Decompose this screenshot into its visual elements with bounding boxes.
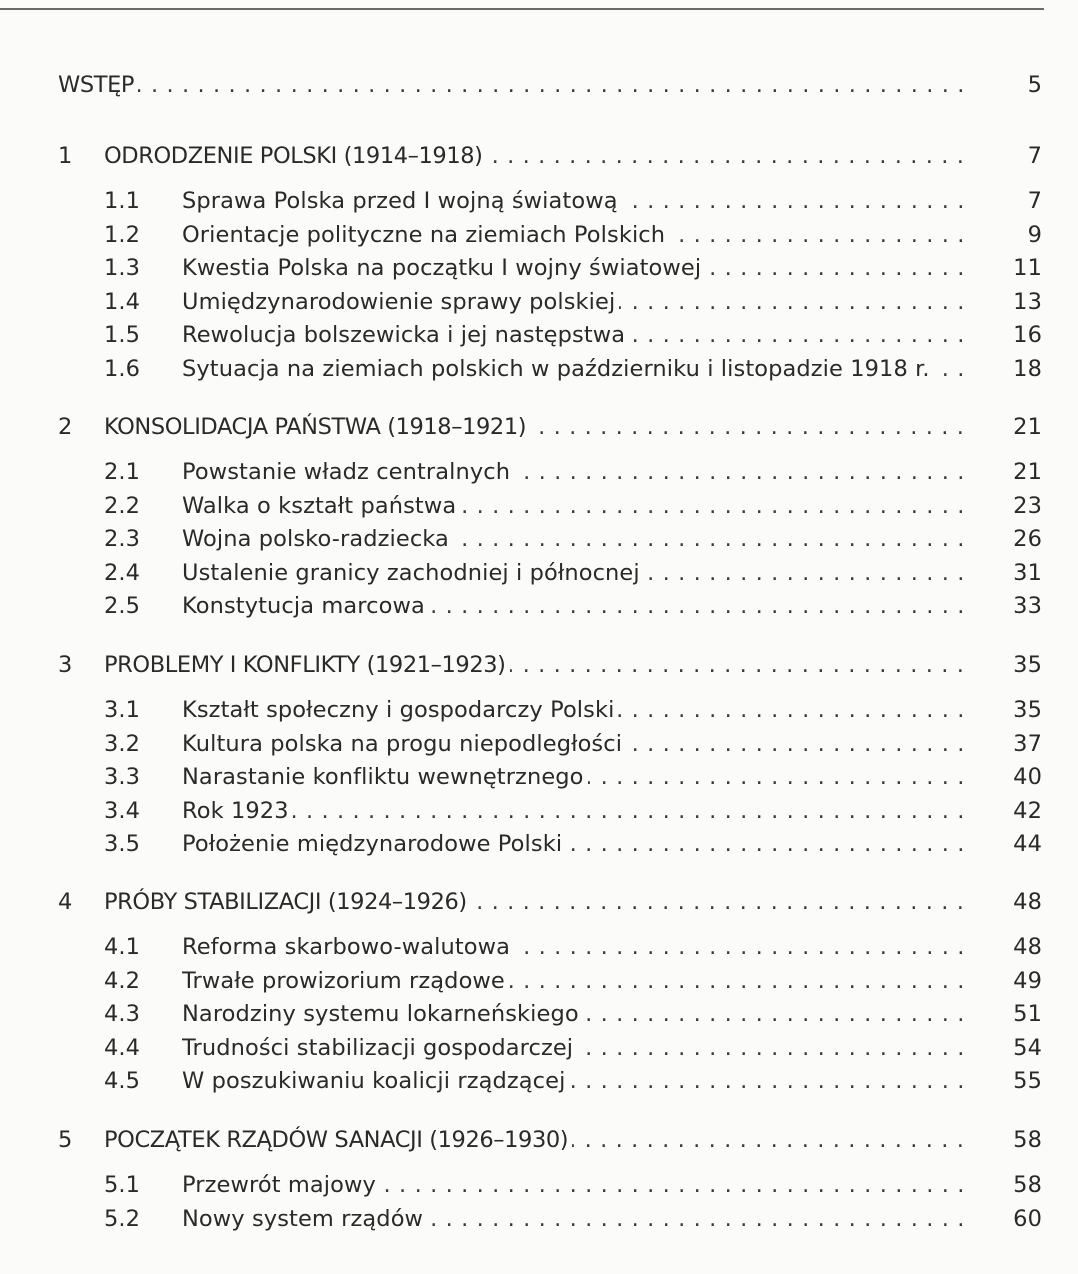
section-title-leader <box>182 318 965 352</box>
section-title: Kwestia Polska na początku I wojny światowej <box>182 255 705 281</box>
section-title-leader <box>182 693 965 727</box>
toc-section-2-5 <box>0 589 1042 623</box>
section-number: 3.1 <box>104 697 141 723</box>
section-page-number: 58 <box>1013 1172 1042 1198</box>
toc-section-4-4 <box>0 1031 1042 1065</box>
section-page-number: 7 <box>1027 188 1042 214</box>
section-number: 4.4 <box>104 1035 141 1061</box>
section-number: 1.3 <box>104 255 141 281</box>
toc-section-2-3 <box>0 522 1042 556</box>
section-number: 2.2 <box>104 493 141 519</box>
chapter-title: ODRODZENIE POLSKI (1914–1918) <box>104 143 487 169</box>
section-title: Ustalenie granicy zachodniej i północnej <box>182 560 644 586</box>
section-page-number: 60 <box>1013 1206 1042 1232</box>
section-title-leader <box>182 285 965 319</box>
section-page-number: 40 <box>1013 764 1042 790</box>
chapter-page-number: 58 <box>1013 1127 1042 1153</box>
toc-chapter-2 <box>0 410 1042 444</box>
section-page-number: 31 <box>1013 560 1042 586</box>
toc-section-4-2 <box>0 964 1042 998</box>
toc-chapter-5 <box>0 1123 1042 1157</box>
section-title: Umiędzynarodowienie sprawy polskiej <box>182 289 619 315</box>
section-title-leader <box>182 997 965 1031</box>
section-title-leader <box>182 1168 965 1202</box>
intro-title-leader <box>58 68 965 102</box>
section-page-number: 44 <box>1013 831 1042 857</box>
section-page-number: 37 <box>1013 731 1042 757</box>
section-number: 2.4 <box>104 560 141 586</box>
section-title: Narodziny systemu lokarneńskiego <box>182 1001 583 1027</box>
section-title-leader <box>182 1202 965 1236</box>
section-title-leader <box>182 522 965 556</box>
section-number: 2.5 <box>104 593 141 619</box>
toc-section-1-2 <box>0 218 1042 252</box>
section-page-number: 35 <box>1013 697 1042 723</box>
section-title: Rok 1923 <box>182 798 293 824</box>
section-page-number: 11 <box>1013 255 1042 281</box>
section-page-number: 16 <box>1013 322 1042 348</box>
toc-section-2-2 <box>0 489 1042 523</box>
chapter-title: KONSOLIDACJA PAŃSTWA (1918–1921) <box>104 414 530 440</box>
chapter-title-leader <box>104 1123 965 1157</box>
section-title: Trwałe prowizorium rządowe <box>182 968 509 994</box>
chapter-title: PRÓBY STABILIZACJI (1924–1926) <box>104 889 471 915</box>
toc-section-5-1 <box>0 1168 1042 1202</box>
section-title-leader <box>182 727 965 761</box>
section-title-leader <box>182 352 965 386</box>
chapter-title-leader <box>104 885 965 919</box>
intro-title: WSTĘP <box>58 72 138 98</box>
section-title-leader <box>182 760 965 794</box>
toc-section-1-3 <box>0 251 1042 285</box>
section-page-number: 26 <box>1013 526 1042 552</box>
section-page-number: 23 <box>1013 493 1042 519</box>
chapter-page-number: 7 <box>1027 143 1042 169</box>
section-number: 4.5 <box>104 1068 141 1094</box>
toc-section-1-1 <box>0 184 1042 218</box>
section-page-number: 13 <box>1013 289 1042 315</box>
chapter-title: PROBLEMY I KONFLIKTY (1921–1923) <box>104 652 510 678</box>
toc-section-1-4 <box>0 285 1042 319</box>
toc-section-1-5 <box>0 318 1042 352</box>
section-title: Sytuacja na ziemiach polskich w październiku i listopadzie 1918 r. <box>182 356 934 382</box>
toc-chapter-3 <box>0 648 1042 682</box>
chapter-title-leader <box>104 410 965 444</box>
section-title-leader <box>182 251 965 285</box>
section-number: 1.1 <box>104 188 141 214</box>
toc-section-4-5 <box>0 1064 1042 1098</box>
section-title: Konstytucja marcowa <box>182 593 429 619</box>
section-page-number: 33 <box>1013 593 1042 619</box>
section-title-leader <box>182 556 965 590</box>
chapter-number: 4 <box>58 889 73 915</box>
section-page-number: 48 <box>1013 934 1042 960</box>
section-title-leader <box>182 589 965 623</box>
section-page-number: 21 <box>1013 459 1042 485</box>
chapter-title-leader <box>104 139 965 173</box>
section-title-leader <box>182 455 965 489</box>
chapter-number: 3 <box>58 652 73 678</box>
chapter-page-number: 21 <box>1013 414 1042 440</box>
chapter-title: POCZĄTEK RZĄDÓW SANACJI (1926–1930) <box>104 1127 572 1153</box>
toc-section-3-2 <box>0 727 1042 761</box>
section-page-number: 51 <box>1013 1001 1042 1027</box>
toc-section-2-1 <box>0 455 1042 489</box>
section-title-leader <box>182 1031 965 1065</box>
section-title: Przewrót majowy <box>182 1172 380 1198</box>
section-number: 2.3 <box>104 526 141 552</box>
intro-page-number: 5 <box>1027 72 1042 98</box>
section-number: 1.5 <box>104 322 141 348</box>
chapter-title-leader <box>104 648 965 682</box>
section-number: 2.1 <box>104 459 141 485</box>
toc-section-5-2 <box>0 1202 1042 1236</box>
section-number: 4.3 <box>104 1001 141 1027</box>
section-title: Wojna polsko-radziecka <box>182 526 453 552</box>
section-title: Nowy system rządów <box>182 1206 427 1232</box>
section-title: Trudności stabilizacji gospodarczej <box>182 1035 577 1061</box>
section-title: Kształt społeczny i gospodarczy Polski <box>182 697 618 723</box>
section-title: Walka o kształt państwa <box>182 493 460 519</box>
section-number: 1.6 <box>104 356 141 382</box>
section-title-leader <box>182 827 965 861</box>
chapter-number: 1 <box>58 143 73 169</box>
section-number: 5.2 <box>104 1206 141 1232</box>
section-title: W poszukiwaniu koalicji rządzącej <box>182 1068 569 1094</box>
toc-section-2-4 <box>0 556 1042 590</box>
section-title: Położenie międzynarodowe Polski <box>182 831 566 857</box>
section-number: 1.4 <box>104 289 141 315</box>
section-number: 3.5 <box>104 831 141 857</box>
section-page-number: 55 <box>1013 1068 1042 1094</box>
section-number: 3.2 <box>104 731 141 757</box>
toc-chapter-1 <box>0 139 1042 173</box>
chapter-page-number: 48 <box>1013 889 1042 915</box>
chapter-number: 5 <box>58 1127 73 1153</box>
toc-section-4-3 <box>0 997 1042 1031</box>
section-number: 3.4 <box>104 798 141 824</box>
section-number: 3.3 <box>104 764 141 790</box>
section-page-number: 18 <box>1013 356 1042 382</box>
toc-section-3-1 <box>0 693 1042 727</box>
section-title-leader <box>182 184 965 218</box>
section-number: 4.2 <box>104 968 141 994</box>
chapter-page-number: 35 <box>1013 652 1042 678</box>
toc-section-1-6 <box>0 352 1042 386</box>
section-number: 1.2 <box>104 222 141 248</box>
section-title: Orientacje polityczne na ziemiach Polskich <box>182 222 669 248</box>
section-page-number: 54 <box>1013 1035 1042 1061</box>
section-title-leader <box>182 1064 965 1098</box>
toc-section-3-3 <box>0 760 1042 794</box>
section-title-leader <box>182 964 965 998</box>
toc-section-3-4 <box>0 794 1042 828</box>
section-title-leader <box>182 794 965 828</box>
toc-entry-intro <box>0 68 1042 102</box>
chapter-number: 2 <box>58 414 73 440</box>
section-number: 4.1 <box>104 934 141 960</box>
toc-chapter-4 <box>0 885 1042 919</box>
section-number: 5.1 <box>104 1172 141 1198</box>
section-title-leader <box>182 489 965 523</box>
toc-section-4-1 <box>0 930 1042 964</box>
section-title-leader <box>182 218 965 252</box>
toc-section-3-5 <box>0 827 1042 861</box>
section-title: Reforma skarbowo-walutowa <box>182 934 514 960</box>
section-title: Kultura polska na progu niepodległości <box>182 731 626 757</box>
section-title: Sprawa Polska przed I wojną światową <box>182 188 622 214</box>
section-title: Rewolucja bolszewicka i jej następstwa <box>182 322 629 348</box>
section-title: Powstanie władz centralnych <box>182 459 514 485</box>
section-page-number: 49 <box>1013 968 1042 994</box>
section-page-number: 9 <box>1027 222 1042 248</box>
section-title: Narastanie konfliktu wewnętrznego <box>182 764 588 790</box>
section-page-number: 42 <box>1013 798 1042 824</box>
section-title-leader <box>182 930 965 964</box>
